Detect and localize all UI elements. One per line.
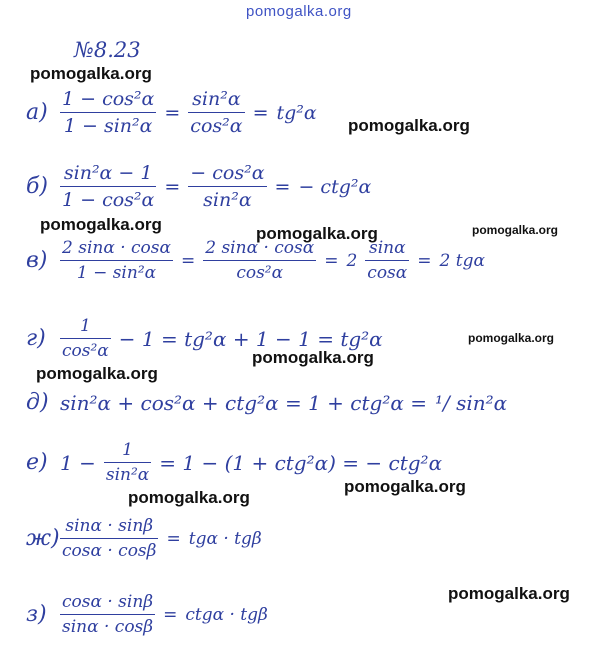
fraction-bar <box>60 260 173 261</box>
watermark: pomogalka.org <box>30 64 152 83</box>
item-z-f1-num: cosα · sinβ <box>62 592 154 612</box>
watermark: pomogalka.org <box>40 215 162 234</box>
item-g-f1-num: 1 <box>79 316 91 336</box>
item-v-label: в) <box>26 248 48 273</box>
item-b-f2-num: − cos²α <box>190 162 265 184</box>
item-e-f1-num: 1 <box>122 440 133 460</box>
item-g-label: г) <box>26 326 46 351</box>
item-a-f2-num: sin²α <box>192 88 241 110</box>
item-zh-result: tgα · tgβ <box>188 528 262 549</box>
watermark: pomogalka.org <box>128 488 250 507</box>
equals-sign: = <box>324 250 339 271</box>
item-zh-f1-num: sinα · sinβ <box>65 516 154 536</box>
item-g-rest: − 1 = tg²α + 1 − 1 = tg²α <box>118 326 383 351</box>
item-a-result: tg²α <box>276 101 317 124</box>
item-v-fraction-2 <box>203 238 316 283</box>
item-v-f3-den: cosα <box>367 263 408 283</box>
item-a-fraction-1 <box>60 88 156 137</box>
fraction-bar <box>60 186 156 187</box>
watermark: pomogalka.org <box>472 223 559 237</box>
item-v-coef: 2 <box>346 250 358 271</box>
watermark: pomogalka.org <box>252 348 374 367</box>
item-g-f1-den: cos²α <box>62 341 109 361</box>
fraction-bar <box>60 614 155 615</box>
item-zh-label: ж) <box>26 526 60 551</box>
item-d <box>26 390 511 415</box>
item-b-result: − ctg²α <box>298 175 372 198</box>
fraction-bar <box>365 260 409 261</box>
fraction-bar <box>188 112 244 113</box>
fraction-bar <box>188 186 266 187</box>
fraction-bar <box>60 538 158 539</box>
item-b-fraction-2 <box>188 162 266 211</box>
watermark: pomogalka.org <box>256 224 378 243</box>
item-z-result: ctgα · tgβ <box>185 604 268 625</box>
item-v-fraction-3 <box>365 238 409 283</box>
item-e-lead: 1 − <box>60 450 96 475</box>
watermark: pomogalka.org <box>36 364 158 383</box>
item-v <box>26 238 489 283</box>
item-g-fraction-1 <box>60 316 111 361</box>
item-d-result: ¹/ sin²α <box>434 390 508 415</box>
item-z-label: з) <box>26 602 47 627</box>
item-z-f1-den: sinα · cosβ <box>62 617 154 637</box>
item-e-rest: = 1 − (1 + ctg²α) = − ctg²α <box>159 450 443 475</box>
problem-number: №8.23 <box>74 38 141 62</box>
item-b-fraction-1 <box>60 162 156 211</box>
equals-sign: = <box>274 175 291 198</box>
item-v-f2-num: 2 sinα · cosα <box>205 238 315 258</box>
item-a-f1-den: 1 − sin²α <box>63 115 153 137</box>
watermark: pomogalka.org <box>348 116 470 135</box>
item-e-label: е) <box>26 450 48 475</box>
item-v-f2-den: cos²α <box>236 263 284 283</box>
fraction-bar <box>60 112 156 113</box>
item-z <box>26 592 272 637</box>
item-zh-f1-den: cosα · cosβ <box>62 541 157 561</box>
fraction-bar <box>104 462 151 463</box>
item-a-label: а) <box>26 100 48 125</box>
item-d-expression: sin²α + cos²α + ctg²α = 1 + ctg²α = <box>60 390 427 415</box>
watermark: pomogalka.org <box>468 331 555 345</box>
item-a <box>26 88 321 137</box>
equals-sign: = <box>252 101 269 124</box>
equals-sign: = <box>163 604 178 625</box>
watermark: pomogalka.org <box>448 584 570 603</box>
item-a-f2-den: cos²α <box>190 115 243 137</box>
item-b-f2-den: sin²α <box>203 189 252 211</box>
item-e-fraction-1 <box>104 440 151 485</box>
item-z-fraction-1 <box>60 592 155 637</box>
item-v-f1-num: 2 sinα · cosα <box>62 238 171 258</box>
item-a-f1-num: 1 − cos²α <box>62 88 155 110</box>
item-d-label: д) <box>26 390 49 415</box>
item-v-f1-den: 1 − sin²α <box>76 263 157 283</box>
item-a-fraction-2 <box>188 88 244 137</box>
site-header-link[interactable]: pomogalka.org <box>246 3 352 20</box>
item-b-f1-num: sin²α − 1 <box>63 162 153 184</box>
fraction-bar <box>203 260 316 261</box>
item-v-f3-num: sinα <box>368 238 406 258</box>
item-zh <box>26 516 266 561</box>
equals-sign: = <box>164 101 181 124</box>
equals-sign: = <box>180 250 196 271</box>
item-b <box>26 162 375 211</box>
equals-sign: = <box>164 175 181 198</box>
item-v-fraction-1 <box>60 238 173 283</box>
fraction-bar <box>60 338 111 339</box>
item-b-label: б) <box>26 174 49 199</box>
item-v-result: 2 tgα <box>439 250 485 271</box>
equals-sign: = <box>166 528 181 549</box>
item-zh-fraction-1 <box>60 516 158 561</box>
watermark: pomogalka.org <box>344 477 466 496</box>
equals-sign: = <box>417 250 432 271</box>
item-e-f1-den: sin²α <box>105 465 150 485</box>
item-b-f1-den: 1 − cos²α <box>62 189 155 211</box>
